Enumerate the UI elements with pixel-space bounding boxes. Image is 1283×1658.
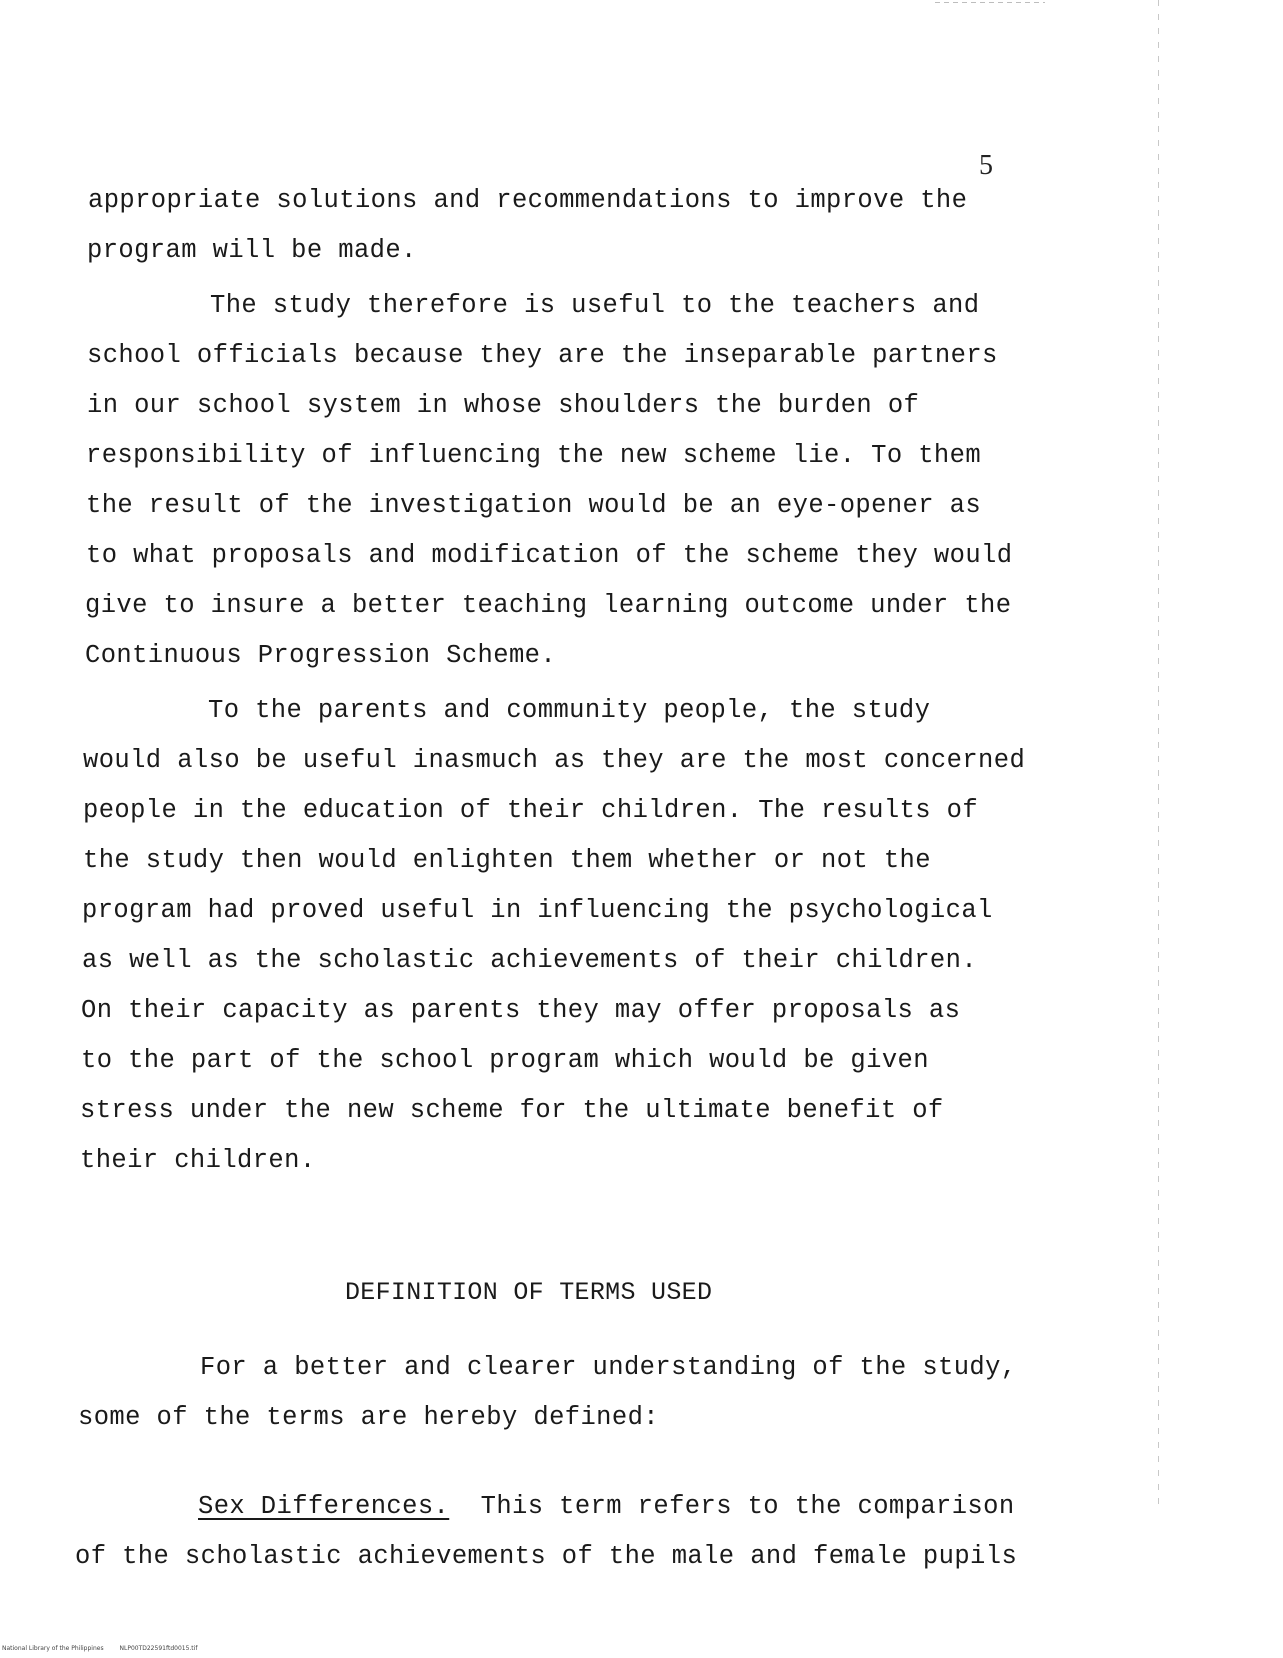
intro-line-1: For a better and clearer understanding of the study, xyxy=(200,1353,1017,1382)
paragraph-2-line-2: school officials because they are the inseparable partners xyxy=(87,341,998,370)
scan-artifact-edge xyxy=(1158,0,1159,1510)
paragraph-3-line-4: the study then would enlighten them whether or not the xyxy=(83,846,931,875)
paragraph-3-line-6: as well as the scholastic achievements of their children. xyxy=(82,946,978,975)
paragraph-3-line-8: to the part of the school program which would be given xyxy=(81,1046,929,1075)
paragraph-3-line-10: their children. xyxy=(80,1146,316,1175)
paragraph-2-line-6: to what proposals and modification of the scheme they would xyxy=(86,541,1013,570)
scan-footer xyxy=(2,1645,211,1652)
paragraph-2-line-7: give to insure a better teaching learning outcome under the xyxy=(85,591,1012,620)
section-heading: DEFINITION OF TERMS USED xyxy=(345,1278,713,1307)
paragraph-3-line-2: would also be useful inasmuch as they are the most concerned xyxy=(83,746,1026,775)
paragraph-2-line-3: in our school system in whose shoulders the burden of xyxy=(87,391,920,420)
paragraph-2-line-1: The study therefore is useful to the teachers and xyxy=(210,291,980,320)
paragraph-3-line-5: program had proved useful in influencing the psychological xyxy=(82,896,993,925)
footer-file: NLP00TD22591ftd0015.tif xyxy=(119,1645,198,1652)
paragraph-2-line-8: Continuous Progression Scheme. xyxy=(85,641,557,670)
definition-term: Sex Differences. xyxy=(198,1492,450,1521)
paragraph-2-line-4: responsibility of influencing the new scheme lie. To them xyxy=(86,441,982,470)
page-number: 5 xyxy=(979,150,993,181)
paragraph-3-line-1: To the parents and community people, the study xyxy=(208,696,931,725)
definition-line-1 xyxy=(198,1494,1015,1520)
paragraph-3-line-9: stress under the new scheme for the ultimate benefit of xyxy=(80,1096,944,1125)
scan-artifact-top xyxy=(935,2,1045,3)
intro-line-2: some of the terms are hereby defined: xyxy=(78,1403,659,1432)
definition-line-2: of the scholastic achievements of the male and female pupils xyxy=(75,1542,1018,1571)
footer-library: National Library of the Philippines xyxy=(2,1645,104,1652)
paragraph-1-line-1: appropriate solutions and recommendations to improve the xyxy=(88,186,968,215)
definition-text: This term refers to the comparison xyxy=(449,1492,1015,1521)
paragraph-3-line-3: people in the education of their children. The results of xyxy=(83,796,979,825)
paragraph-3-line-7: On their capacity as parents they may offer proposals as xyxy=(81,996,961,1025)
paragraph-1-line-2: program will be made. xyxy=(87,236,417,265)
paragraph-2-line-5: the result of the investigation would be an eye-opener as xyxy=(86,491,982,520)
